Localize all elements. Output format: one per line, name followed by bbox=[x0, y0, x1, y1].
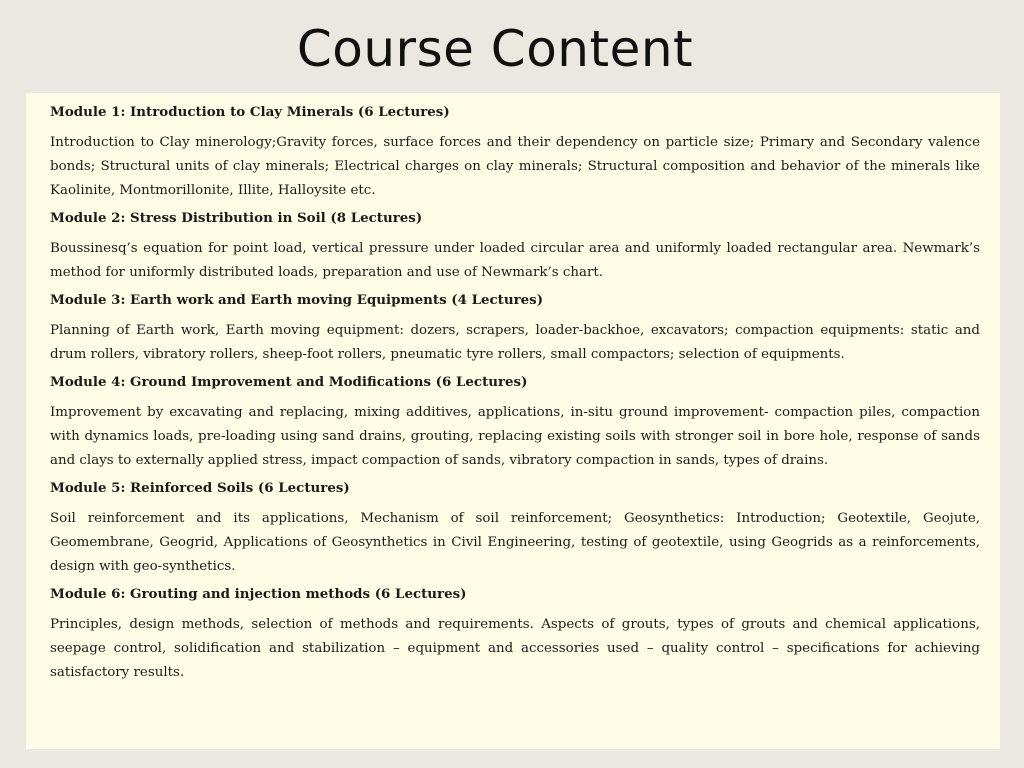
module-heading: Module 5: Reinforced Soils (6 Lectures) bbox=[50, 480, 350, 496]
course-content-panel bbox=[26, 93, 1000, 749]
slide-title: Course Content bbox=[296, 20, 694, 78]
module-2 bbox=[50, 209, 980, 285]
module-description: Planning of Earth work, Earth moving equipment: dozers, scrapers, loader-backhoe, excavators; compaction equipments: static and drum rollers, vibratory rollers, sheep-foot rollers, pneumatic tyre rollers, small compactors; selection of equipments. bbox=[50, 323, 980, 362]
module-description: Soil reinforcement and its applications, Mechanism of soil reinforcement; Geosynthetics: Introduction; Geotextile, Geojute, Geomembrane, Geogrid, Applications of Geosynthetics in Civil Engineering, testing of geotextile, using Geogrids as a reinforcements, design with geo-synthetics. bbox=[50, 511, 980, 574]
module-4 bbox=[50, 373, 980, 473]
module-5 bbox=[50, 479, 980, 579]
module-heading: Module 2: Stress Distribution in Soil (8 Lectures) bbox=[50, 210, 423, 226]
module-3 bbox=[50, 291, 980, 367]
module-1 bbox=[50, 103, 980, 203]
module-heading: Module 3: Earth work and Earth moving Equipments (4 Lectures) bbox=[50, 292, 544, 308]
module-6 bbox=[50, 585, 980, 685]
module-heading: Module 4: Ground Improvement and Modifications (6 Lectures) bbox=[50, 374, 528, 390]
module-description: Principles, design methods, selection of methods and requirements. Aspects of grouts, types of grouts and chemical applications, seepage control, solidification and stabilization – equipment and accessories used – quality control – specifications for achieving satisfactory results. bbox=[50, 617, 980, 680]
module-heading: Module 1: Introduction to Clay Minerals (6 Lectures) bbox=[50, 104, 450, 120]
module-description: Improvement by excavating and replacing, mixing additives, applications, in-situ ground improvement- compaction piles, compaction with dynamics loads, pre-loading using sand drains, grouting, replacing existing soils with stronger soil in bore hole, response of sands and clays to externally applied stress, impact compaction of sands, vibratory compaction in sands, types of drains. bbox=[50, 405, 980, 468]
module-description: Boussinesq’s equation for point load, vertical pressure under loaded circular area and uniformly loaded rectangular area. Newmark’s method for uniformly distributed loads, preparation and use of Newmark’s chart. bbox=[50, 241, 980, 280]
module-heading: Module 6: Grouting and injection methods (6 Lectures) bbox=[50, 586, 467, 602]
module-description: Introduction to Clay minerology;Gravity forces, surface forces and their dependency on particle size; Primary and Secondary valence bonds; Structural units of clay minerals; Electrical charges on clay minerals; Structural composition and behavior of the minerals like Kaolinite, Montmorillonite, Illite, Halloysite etc. bbox=[50, 135, 980, 198]
